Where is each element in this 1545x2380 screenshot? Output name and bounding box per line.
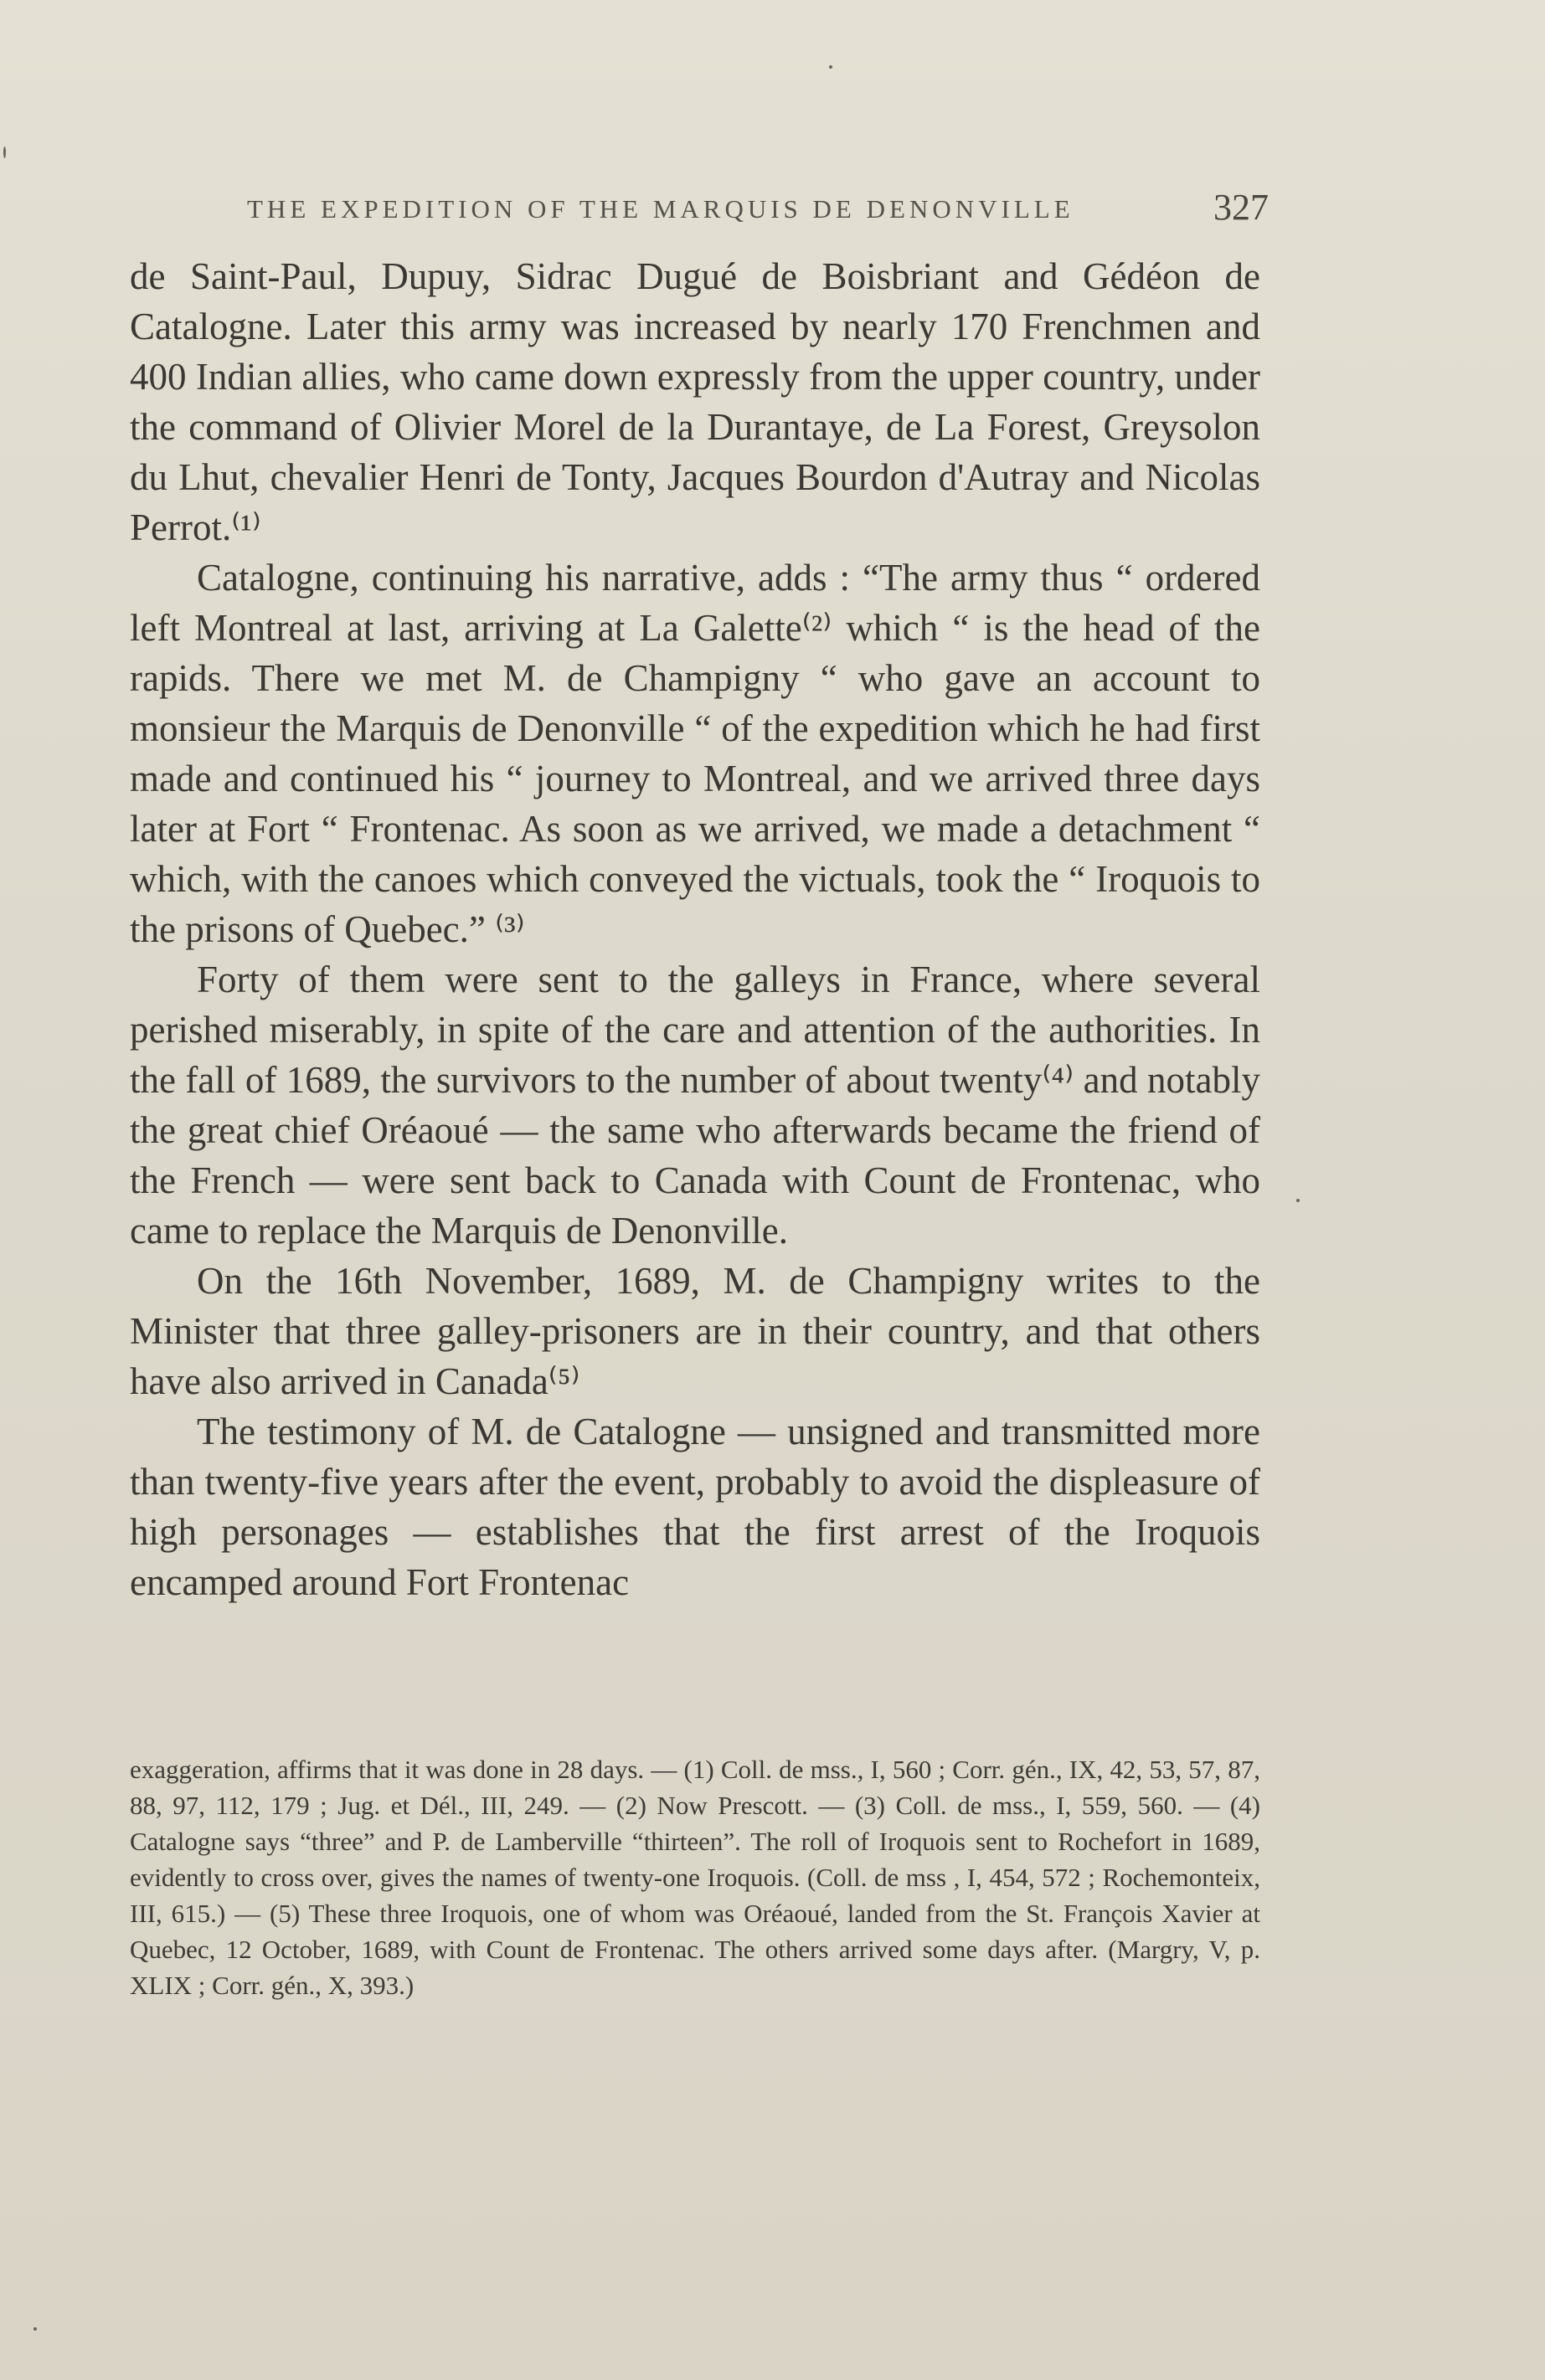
body-text xyxy=(130,251,1260,1607)
page-number: 327 xyxy=(1213,187,1269,228)
paper-speck xyxy=(3,147,6,158)
paragraph-4: On the 16th November, 1689, M. de Champigny writes to the Minister that three galley-prisoners are in their country, and that others have also arrived in Canada⁽⁵⁾ xyxy=(130,1260,1260,1402)
footnotes xyxy=(130,1751,1260,2003)
paragraph-1: de Saint-Paul, Dupuy, Sidrac Dugué de Boisbriant and Gédéon de Catalogne. Later this army was increased by nearly 170 Frenchmen and 400 Indian allies, who came down expressly from the upper country, under the command of Olivier Morel de la Durantaye, de La Forest, Greysolon du Lhut, chevalier Henri de Tonty, Jacques Bourdon d'Autray and Nicolas Perrot.⁽¹⁾ xyxy=(130,255,1260,548)
paragraph-2: Catalogne, continuing his narrative, adds : “The army thus “ ordered left Montreal at last, arriving at La Galette⁽²⁾ which “ is the head of the rapids. There we met M. de Champigny “ who gave an account to monsieur the Marquis de Denonville “ of the expedition which he had first made and continued his “ journey to Montreal, and we arrived three days later at Fort “ Frontenac. As soon as we arrived, we made a detachment “ which, with the canoes which conveyed the victuals, took the “ Iroquois to the prisons of Quebec.” ⁽³⁾ xyxy=(130,557,1260,950)
paper-speck xyxy=(829,65,832,69)
paper-speck xyxy=(33,2327,37,2331)
paragraph-3: Forty of them were sent to the galleys in France, where several perished miserably, in spite of the care and attention of the authorities. In the fall of 1689, the survivors to the number of about twenty⁽⁴⁾ and notably the great chief Oréaoué — the same who afterwards became the friend of the French — were sent back to Canada with Count de Frontenac, who came to replace the Marquis de Denonville. xyxy=(130,959,1260,1252)
running-title: THE EXPEDITION OF THE MARQUIS DE DENONVILLE xyxy=(247,194,1074,224)
page-header xyxy=(134,187,1269,233)
footnote-text: exaggeration, affirms that it was done in 28 days. — (1) Coll. de mss., I, 560 ; Corr. gén., IX, 42, 53, 57, 87, 88, 97, 112, 179 ; Jug. et Dél., III, 249. — (2) Now Prescott. — (3) Coll. de mss., I, 559, 560. — (4) Catalogne says “three” and P. de Lamberville “thirteen”. The roll of Iroquois sent to Rochefort in 1689, evidently to cross over, gives the names of twenty-one Iroquois. (Coll. de mss , I, 454, 572 ; Rochemonteix, III, 615.) — (5) These three Iroquois, one of whom was Oréaoué, landed from the St. François Xavier at Quebec, 12 October, 1689, with Count de Frontenac. The others arrived some days after. (Margry, V, p. XLIX ; Corr. gén., X, 393.) xyxy=(130,1755,1260,2000)
paper-speck xyxy=(1296,1199,1300,1202)
paragraph-5: The testimony of M. de Catalogne — unsigned and transmitted more than twenty-five years after the event, probably to avoid the displeasure of high personages — establishes that the first arrest of the Iroquois encamped around Fort Frontenac xyxy=(130,1411,1260,1603)
